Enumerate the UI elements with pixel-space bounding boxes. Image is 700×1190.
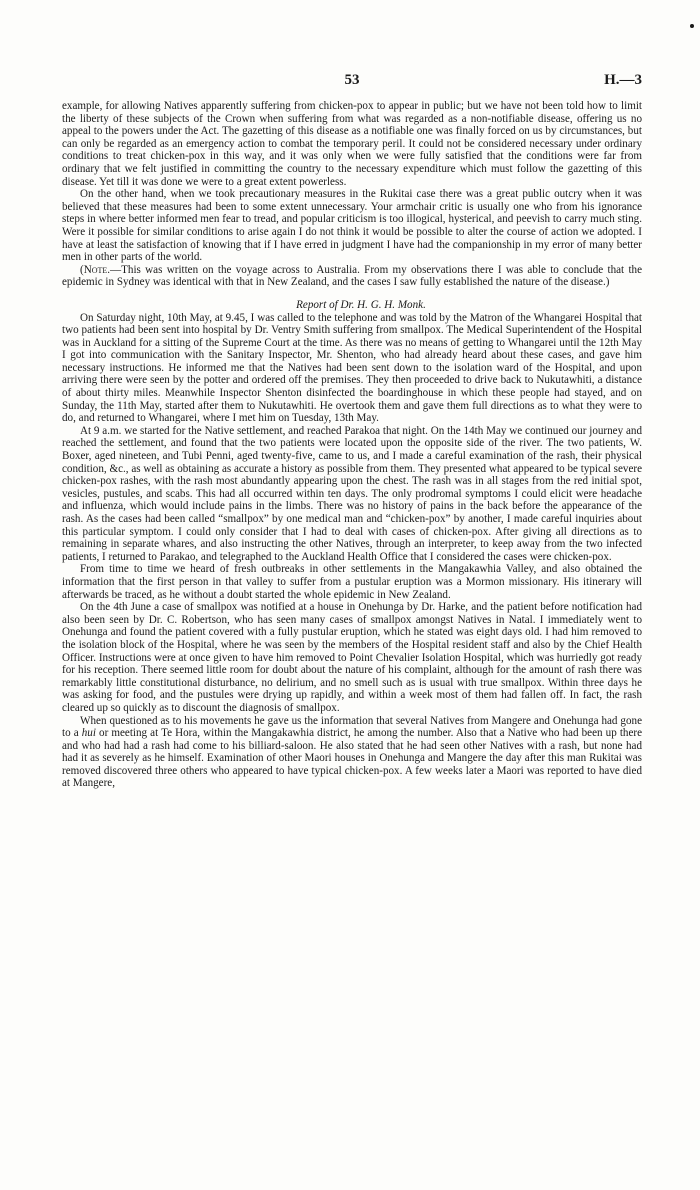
paragraph-1: example, for allowing Natives apparently suffering from chicken-pox to appear in public; but we have not been told how to limit the liberty of these subjects of the Crown when suffering from what was regarded as a non-notifiable disease, offering us no appeal to the powers under the Act. The gazetting of this disease as a notifiable one was finally forced on us by circumstances, but can only be regarded as an emergency action to combat the temporary peril. It could not be considered necessary under ordinary conditions to treat chicken-pox in this way, and it was only when we were fully satisfied that the conditions were far from ordinary that we felt justified in committing the country to the necessary expenditure which must follow the gazetting of this disease. Yet till it was done we were to a great extent powerless. <box>62 100 642 188</box>
paragraph-5: From time to time we heard of fresh outbreaks in other settlements in the Mangakawhia Valley, and also obtained the information that the first person in that valley to suffer from a pustular eruption was a Mormon missionary. His itinerary will afterwards be traced, as he without a doubt started the whole epidemic in New Zealand. <box>62 563 642 601</box>
note-dash: .— <box>107 263 122 276</box>
paragraph-7 <box>62 715 642 791</box>
paragraph-7-before: When questioned as to his movements he gave us the information that several Natives from Mangere and Onehunga had gone to a <box>62 714 642 740</box>
paragraph-6: On the 4th June a case of smallpox was notified at a house in Onehunga by Dr. Harke, and the patient before notification had also been seen by Dr. C. Robertson, who has seen many cases of smallpox amongst Natives in Natal. I immediately went to Onehunga and found the patient covered with a fully pustular eruption, which he stated was eight days old. I had him removed to the isolation block of the Hospital, where he was seen by the members of the Hospital resident staff and also by the Chief Health Officer. Instructions were at once given to have him removed to Point Chevalier Isolation Hospital, which was hurriedly got ready for his reception. There seemed little room for doubt about the nature of his complaint, although for the amount of rash there was remarkably little constitutional disturbance, no delirium, and no smell such as is usual with true smallpox. Within three days he was asking for food, and the pustules were drying up rapidly, and within a week most of them had fallen off. In fact, the rash cleared up so quickly as to discount the diagnosis of smallpox. <box>62 601 642 714</box>
note-open: ( <box>80 263 84 276</box>
note-paragraph <box>62 264 642 289</box>
page-header <box>62 72 642 92</box>
report-code: H.—3 <box>604 72 642 88</box>
margin-dot <box>690 24 694 28</box>
document-body <box>62 100 642 790</box>
section-title: Report of Dr. H. G. H. Monk. <box>296 298 426 311</box>
page-number: 53 <box>344 72 360 88</box>
section-gap <box>62 289 642 299</box>
paragraph-4: At 9 a.m. we started for the Native settlement, and reached Parakoa that night. On the 14th May we continued our journey and reached the settlement, and found that the two patients were located upon the opposite side of the river. The two patients, W. Boxer, aged nineteen, and Tubi Penni, aged twenty-five, came to us, and I made a careful examination of the rash, their physical condition, &c., as well as obtaining as accurate a history as possible from them. They presented what appeared to be typical severe chicken-pox rashes, with the rash most abundantly appearing upon the chest. The rash was in all stages from the red initial spot, vesicles, pustules, and scabs. This had all occurred within ten days. The only prodromal symptoms I could elicit were headache and influenza, which would include pains in the limbs. There was no history of pains in the back before the appearance of the rash. As the cases had been called “smallpox” by one medical man and “chicken-pox” by another, I made careful inquiries about this particular symptom. I could only consider that I had to deal with cases of chicken-pox. After giving all directions as to remaining in separate whares, and also instructing the other Natives, through an interpreter, to keep away from the two infected patients, I returned to Parakao, and telegraphed to the Auckland Health Office that I considered the cases were chicken-pox. <box>62 424 642 563</box>
paragraph-3: On Saturday night, 10th May, at 9.45, I was called to the telephone and was told by the Matron of the Whangarei Hospital that two patients had been sent into hospital by Dr. Ventry Smith suffering from smallpox. The Medical Superintendent of the Hospital was in Auckland for a sitting of the Supreme Court at the time. As there was no means of getting to Whangarei until the 12th May I got into communication with the Sanitary Inspector, Mr. Shenton, who had already heard about these cases, and gave him necessary instructions. He informed me that the Natives had been sent down to the isolation ward of the Hospital, and upon arriving there were seen by the potter and ordered off the premises. They then proceeded to drive back to Nukutawhiti, a distance of about thirty miles. Meanwhile Inspector Shenton disinfected the boardinghouse in which these people had stayed, and on Sunday, the 11th May, started after them to Nukutawhiti. He overtook them and gave them full directions as to what they were to do, and returned to Whangarei, where I met him on Tuesday, 13th May. <box>62 311 642 425</box>
hui-term: hui <box>81 727 96 740</box>
note-label: Note <box>83 263 108 276</box>
note-text: This was written on the voyage across to Australia. From my observations there I was able to conclude that the epidemic in Sydney was identical with that in New Zealand, and the cases I saw fully established the nature of the disease.) <box>62 263 642 289</box>
paragraph-7-after: or meeting at Te Hora, within the Mangakawhia district, he among the number. Also that a Native who had been up there and who had had a rash had come to his billiard-saloon. He also stated that he had seen other Natives with a rash, but none had had it as severely as he himself. Examination of other Maori houses in Onehunga and Mangere the day after this man Rukitai was removed discovered three others who appeared to have typical chicken-pox. A few weeks later a Maori was reported to have died at Mangere, <box>62 727 643 790</box>
paragraph-2: On the other hand, when we took precautionary measures in the Rukitai case there was a great public outcry when it was believed that these measures had been to some extent unnecessary. Your armchair critic is usually one who from his ignorance steps in where better informed men fear to tread, and popular criticism is too illogical, hysterical, and peevish to carry much sting. Were it possible for similar conditions to arise again I do not think it would be possible to alter the course of action we adopted. I have at least the satisfaction of knowing that if I have erred in judgment I have had the companionship in my error of many better men in other parts of the world. <box>62 188 642 264</box>
